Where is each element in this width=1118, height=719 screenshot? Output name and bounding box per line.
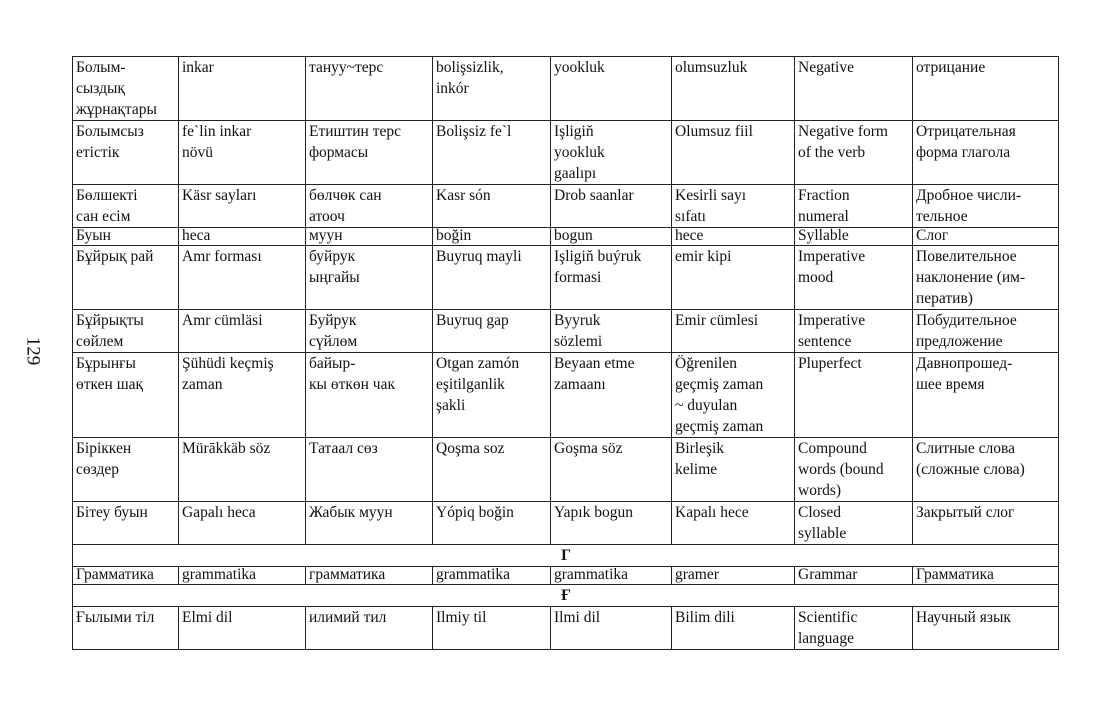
table-cell: bogun xyxy=(551,228,672,246)
table-cell: Kesirli sayı sıfatı xyxy=(672,185,795,228)
table-cell: Bolişsiz fe`l xyxy=(433,121,551,185)
table-row xyxy=(73,502,1059,545)
table-cell: Işligiň buýruk formasi xyxy=(551,246,672,310)
table-cell: grammatika xyxy=(551,567,672,585)
table-cell: Elmi dil xyxy=(179,607,306,650)
table-cell: Drob saanlar xyxy=(551,185,672,228)
table-cell: Olumsuz fiil xyxy=(672,121,795,185)
table-cell: Слог xyxy=(913,228,1059,246)
table-cell: Yópiq boğin xyxy=(433,502,551,545)
table-cell: Pluperfect xyxy=(795,353,913,438)
table-cell: Byyruk sözlemi xyxy=(551,310,672,353)
table-cell: emir kipi xyxy=(672,246,795,310)
table-row xyxy=(73,121,1059,185)
table-cell: байыр- кы өткөн чак xyxy=(306,353,433,438)
table-cell: Negative xyxy=(795,57,913,121)
table-cell: gramer xyxy=(672,567,795,585)
table-cell: Imperative sentence xyxy=(795,310,913,353)
table-cell: Yapık bogun xyxy=(551,502,672,545)
table-cell: Біріккен сөздер xyxy=(73,438,179,502)
table-cell: Grammar xyxy=(795,567,913,585)
table-cell: grammatika xyxy=(179,567,306,585)
table-cell: Mürākkäb söz xyxy=(179,438,306,502)
table-cell: Beyaan etme zamaanı xyxy=(551,353,672,438)
table-row xyxy=(73,353,1059,438)
table-cell: Научный язык xyxy=(913,607,1059,650)
table-row xyxy=(73,607,1059,650)
table-cell: hece xyxy=(672,228,795,246)
section-letter-row xyxy=(73,585,1059,607)
table-cell: heca xyxy=(179,228,306,246)
table-cell: Qoşma soz xyxy=(433,438,551,502)
table-cell: Amr forması xyxy=(179,246,306,310)
table-cell: Повелительное наклонение (им- ператив) xyxy=(913,246,1059,310)
table-cell: Birleşik kelime xyxy=(672,438,795,502)
table-cell: Emir cümlesi xyxy=(672,310,795,353)
table-cell: Scientific language xyxy=(795,607,913,650)
table-row xyxy=(73,185,1059,228)
table-cell: Syllable xyxy=(795,228,913,246)
table-cell: Käsr sayları xyxy=(179,185,306,228)
table-cell: бөлчөк сан атооч xyxy=(306,185,433,228)
table-cell: Ilmiy til xyxy=(433,607,551,650)
table-cell: муун xyxy=(306,228,433,246)
table-cell: Побудительное предложение xyxy=(913,310,1059,353)
glossary-body xyxy=(73,57,1059,650)
table-row xyxy=(73,228,1059,246)
table-cell: Жабык муун xyxy=(306,502,433,545)
section-letter-row xyxy=(73,545,1059,567)
table-cell: Болым- сыздық жұрнақтары xyxy=(73,57,179,121)
table-cell: Бұрынғы өткен шақ xyxy=(73,353,179,438)
table-cell: Буйрук сүйлөм xyxy=(306,310,433,353)
table-cell: грамматика xyxy=(306,567,433,585)
table-cell: Бұйрық рай xyxy=(73,246,179,310)
table-cell: Imperative mood xyxy=(795,246,913,310)
table-cell: Грамматика xyxy=(913,567,1059,585)
table-cell: fe`lin inkar növü xyxy=(179,121,306,185)
table-cell: Ilmi dil xyxy=(551,607,672,650)
table-cell: Болымсыз етістік xyxy=(73,121,179,185)
table-cell: boğin xyxy=(433,228,551,246)
table-row xyxy=(73,246,1059,310)
table-cell: Давнопрошед- шее время xyxy=(913,353,1059,438)
table-cell: Буын xyxy=(73,228,179,246)
table-cell: Fraction numeral xyxy=(795,185,913,228)
section-letter: Ғ xyxy=(73,585,1059,607)
table-cell: Closed syllable xyxy=(795,502,913,545)
table-cell: Gapalı heca xyxy=(179,502,306,545)
table-cell: Buyruq mayli xyxy=(433,246,551,310)
table-cell: Öğrenilen geçmiş zaman ~ duyulan geçmiş zaman xyxy=(672,353,795,438)
table-cell: Otgan zamón eşitilganlik şakli xyxy=(433,353,551,438)
table-cell: Kasr són xyxy=(433,185,551,228)
table-cell: Бітеу буын xyxy=(73,502,179,545)
table-cell: Compound words (bound words) xyxy=(795,438,913,502)
table-row xyxy=(73,567,1059,585)
table-cell: yookluk xyxy=(551,57,672,121)
table-cell: Ғылыми тіл xyxy=(73,607,179,650)
table-cell: grammatika xyxy=(433,567,551,585)
table-cell: буйрук ыңгайы xyxy=(306,246,433,310)
table-cell: отрицание xyxy=(913,57,1059,121)
table-row xyxy=(73,57,1059,121)
table-cell: Buyruq gap xyxy=(433,310,551,353)
table-cell: Şühüdi keçmiş zaman xyxy=(179,353,306,438)
glossary-table xyxy=(72,56,1059,650)
table-cell: Goşma söz xyxy=(551,438,672,502)
table-cell: тануу~терс xyxy=(306,57,433,121)
table-cell: Грамматика xyxy=(73,567,179,585)
table-cell: inkar xyxy=(179,57,306,121)
page-number: 129 xyxy=(22,336,44,366)
table-cell: Бұйрықты сөйлем xyxy=(73,310,179,353)
table-cell: Negative form of the verb xyxy=(795,121,913,185)
table-cell: Етиштин терс формасы xyxy=(306,121,433,185)
table-cell: Дробное числи- тельное xyxy=(913,185,1059,228)
table-cell: bolişsizlik, inkór xyxy=(433,57,551,121)
table-cell: olumsuzluk xyxy=(672,57,795,121)
table-row xyxy=(73,438,1059,502)
table-cell: илимий тил xyxy=(306,607,433,650)
table-cell: Бөлшекті сан есім xyxy=(73,185,179,228)
table-cell: Отрицательная форма глагола xyxy=(913,121,1059,185)
section-letter: Г xyxy=(73,545,1059,567)
table-row xyxy=(73,310,1059,353)
table-cell: Закрытый слог xyxy=(913,502,1059,545)
table-cell: Amr cümläsi xyxy=(179,310,306,353)
table-cell: Слитные слова (сложные слова) xyxy=(913,438,1059,502)
table-cell: Işligiň yookluk gaalıpı xyxy=(551,121,672,185)
table-cell: Kapalı hece xyxy=(672,502,795,545)
table-cell: Bilim dili xyxy=(672,607,795,650)
table-cell: Татаал сөз xyxy=(306,438,433,502)
